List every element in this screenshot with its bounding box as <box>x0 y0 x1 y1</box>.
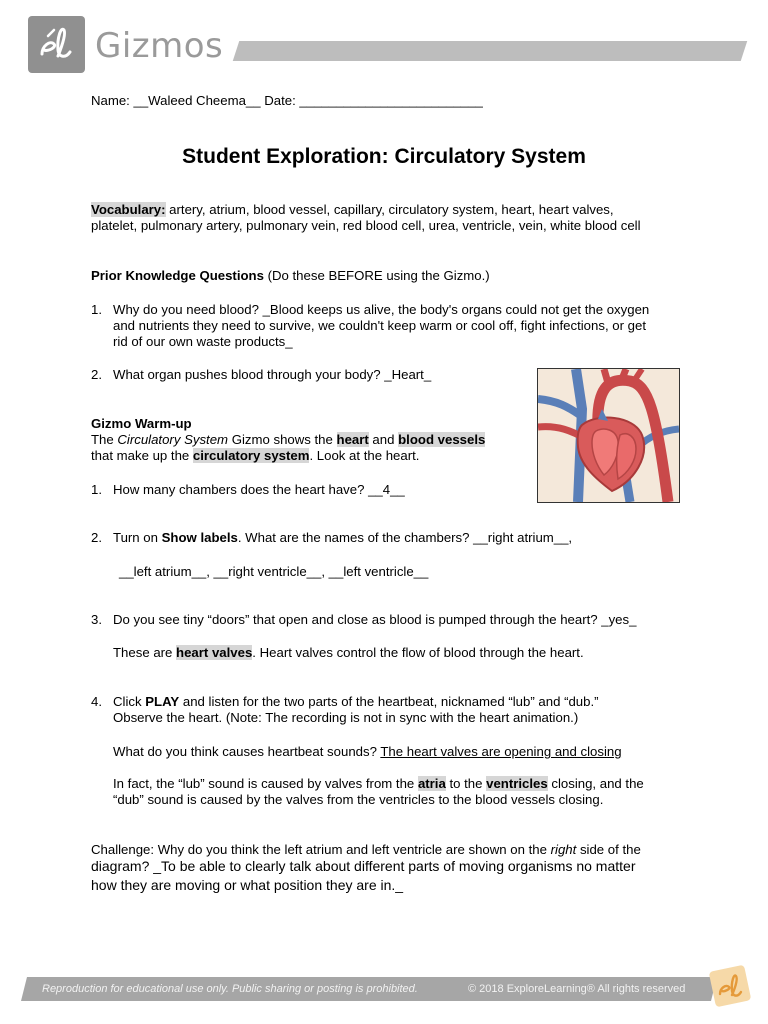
vocabulary-line-2: platelet, pulmonary artery, pulmonary vein, red blood cell, urea, ventricle, vein, white blood cell <box>91 218 641 233</box>
vocabulary-label: Vocabulary: <box>91 202 166 217</box>
term-blood-vessels: blood vessels <box>398 432 486 447</box>
vocabulary-line-1 <box>91 202 614 218</box>
wu-q4-fact1-c: closing, and the <box>547 776 644 791</box>
name-date-line: Name: __Waleed Cheema__ Date: _________________________ <box>91 93 483 108</box>
challenge-b: side of the <box>576 842 641 857</box>
wu-q3-line2-a: These are <box>113 645 177 660</box>
pk-q2-text: What organ pushes blood through your body? _Heart_ <box>113 367 432 382</box>
pk-q1-number: 1. <box>91 302 102 317</box>
explorelearning-logo-icon <box>28 16 85 73</box>
prior-knowledge-heading <box>91 268 490 284</box>
warmup-intro-a: The <box>91 432 118 447</box>
challenge-line-3: how they are moving or what position they are in._ <box>91 877 404 893</box>
warmup-intro-and: and <box>368 432 399 447</box>
header-bar <box>233 41 747 61</box>
wu-q3-number: 3. <box>91 612 102 627</box>
warmup-intro2-a: that make up the <box>91 448 193 463</box>
play-term: PLAY <box>145 694 180 709</box>
warmup-intro-line-2 <box>91 448 419 464</box>
prior-knowledge-title: Prior Knowledge Questions <box>91 268 264 283</box>
warmup-heading: Gizmo Warm-up <box>91 416 192 431</box>
wu-q4-a: Click <box>113 694 146 709</box>
wu-q2-number: 2. <box>91 530 102 545</box>
wu-q1-number: 1. <box>91 482 102 497</box>
wu-q4-ask-text: What do you think causes heartbeat sounds? <box>113 744 381 759</box>
page-title: Student Exploration: Circulatory System <box>182 145 586 168</box>
term-circulatory-system: circulatory system <box>192 448 310 463</box>
wu-q1-text: How many chambers does the heart have? __4__ <box>113 482 405 497</box>
brand-name: Gizmos <box>95 26 224 66</box>
term-heart-valves: heart valves <box>176 645 253 660</box>
term-ventricles: ventricles <box>486 776 548 791</box>
challenge-right: right <box>550 842 577 857</box>
warmup-intro2-b: . Look at the heart. <box>309 448 420 463</box>
wu-q4-line-1 <box>113 694 599 710</box>
page-header <box>0 0 768 80</box>
challenge-a: Challenge: Why do you think the left atrium and left ventricle are shown on the <box>91 842 551 857</box>
wu-q4-ask <box>113 744 622 760</box>
pk-q1-line-1: Why do you need blood? _Blood keeps us alive, the body's organs could not get the oxygen <box>113 302 650 317</box>
pk-q1-line-2: and nutrients they need to survive, we couldn't keep warm or cool off, fight infections, or get <box>113 318 646 333</box>
show-labels-term: Show labels <box>161 530 238 545</box>
pk-q1-line-3: rid of our own waste products_ <box>113 334 293 349</box>
wu-q2-line-2: __left atrium__, __right ventricle__, __left ventricle__ <box>119 564 429 579</box>
wu-q3-text: Do you see tiny “doors” that open and close as blood is pumped through the heart? _yes_ <box>113 612 637 627</box>
vocabulary-terms-1: artery, atrium, blood vessel, capillary, circulatory system, heart, heart valves, <box>165 202 614 217</box>
challenge-line-1 <box>91 842 641 858</box>
footer-logo-icon <box>708 964 752 1008</box>
wu-q2-a: Turn on <box>113 530 162 545</box>
wu-q4-fact1-b: to the <box>445 776 487 791</box>
wu-q4-fact1-a: In fact, the “lub” sound is caused by valves from the <box>113 776 418 791</box>
challenge-line-2: diagram? _To be able to clearly talk about different parts of moving organisms no matter <box>91 858 636 874</box>
footer-copyright: © 2018 ExploreLearning® All rights reserved <box>468 983 686 995</box>
wu-q4-fact-line-1 <box>113 776 644 792</box>
wu-q4-b: and listen for the two parts of the heartbeat, nicknamed “lub” and “dub.” <box>179 694 599 709</box>
warmup-intro-line-1 <box>91 432 485 448</box>
wu-q4-answer: The heart valves are opening and closing <box>380 744 622 759</box>
wu-q4-number: 4. <box>91 694 102 709</box>
heart-illustration <box>537 368 680 503</box>
term-heart: heart <box>336 432 369 447</box>
wu-q3-line2-b: . Heart valves control the flow of blood through the heart. <box>252 645 584 660</box>
wu-q4-fact-line-2: “dub” sound is caused by the valves from the ventricles to the blood vessels closing. <box>113 792 604 807</box>
prior-knowledge-note: (Do these BEFORE using the Gizmo.) <box>263 268 490 283</box>
wu-q4-line-2: Observe the heart. (Note: The recording is not in sync with the heart animation.) <box>113 710 579 725</box>
wu-q3-line-2 <box>113 645 584 661</box>
warmup-intro-b: Gizmo shows the <box>228 432 337 447</box>
pk-q2-number: 2. <box>91 367 102 382</box>
warmup-intro-gizmo-name: Circulatory System <box>117 432 229 447</box>
wu-q2-b: . What are the names of the chambers? __right atrium__, <box>237 530 573 545</box>
footer-notice: Reproduction for educational use only. Public sharing or posting is prohibited. <box>42 983 418 995</box>
term-atria: atria <box>417 776 446 791</box>
wu-q2-line-1 <box>113 530 572 546</box>
